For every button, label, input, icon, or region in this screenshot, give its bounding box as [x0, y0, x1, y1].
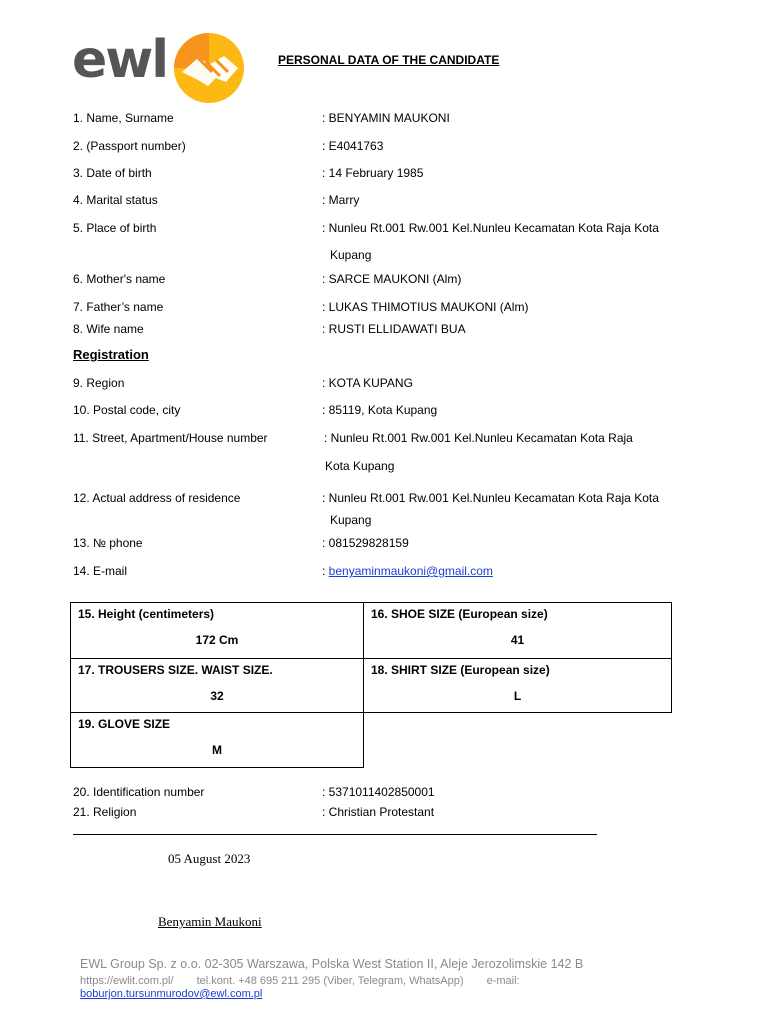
- religion-value: : Christian Protestant: [322, 805, 435, 819]
- email-row: [322, 564, 702, 578]
- wife-value: : RUSTI ELLIDAWATI BUA: [322, 322, 466, 336]
- shirt-value: L: [513, 689, 522, 703]
- region-label: 9. Region: [73, 376, 125, 390]
- postal-value: : 85119, Kota Kupang: [322, 403, 438, 417]
- glove-label: 19. GLOVE SIZE: [78, 717, 171, 731]
- document-title: PERSONAL DATA OF THE CANDIDATE: [278, 53, 500, 67]
- phone-label: 13. № phone: [73, 536, 143, 550]
- mother-value: : SARCE MAUKONI (Alm): [322, 272, 462, 286]
- registration-heading: Registration: [73, 347, 149, 362]
- footer-tel: tel.kont. +48 695 211 295 (Viber, Telegram, WhatsApp): [196, 975, 464, 987]
- height-label: 15. Height (centimeters): [78, 607, 215, 621]
- father-label: 7. Father’s name: [73, 300, 164, 314]
- street-value: : Nunleu Rt.001 Rw.001 Kel.Nunleu Kecamatan Kota Raja: [324, 431, 633, 445]
- name-value: : BENYAMIN MAUKONI: [322, 111, 450, 125]
- signature-date: 05 August 2023: [168, 851, 251, 866]
- residence-value-cont: Kupang: [330, 513, 372, 527]
- trousers-label: 17. TROUSERS SIZE. WAIST SIZE.: [78, 663, 273, 677]
- shirt-cell: [363, 658, 672, 713]
- footer-address: EWL Group Sp. z o.o. 02-305 Warszawa, Polska West Station II, Aleje Jerozolimskie 142 B: [80, 957, 584, 971]
- footer-website[interactable]: https://ewlit.com.pl/: [80, 975, 174, 987]
- handshake-icon: [172, 32, 246, 104]
- footer-contacts: [80, 975, 540, 987]
- residence-label: 12. Actual address of residence: [73, 491, 241, 505]
- phone-value: : 081529828159: [322, 536, 409, 550]
- pob-label: 5. Place of birth: [73, 221, 157, 235]
- mother-label: 6. Mother's name: [73, 272, 166, 286]
- trousers-value: 32: [210, 689, 224, 703]
- height-cell: [70, 602, 364, 659]
- shoe-cell: [363, 602, 672, 659]
- dob-value: : 14 February 1985: [322, 166, 424, 180]
- divider-line: [73, 834, 597, 835]
- email-label: 14. E-mail: [73, 564, 128, 578]
- email-link[interactable]: benyaminmaukoni@gmail.com: [328, 564, 493, 578]
- passport-value: : E4041763: [322, 139, 384, 153]
- footer-email-link[interactable]: boburjon.tursunmurodov@ewl.com.pl: [80, 988, 263, 1000]
- height-value: 172 Cm: [195, 633, 239, 647]
- marital-value: : Marry: [322, 193, 360, 207]
- signature-name: Benyamin Maukoni: [158, 914, 262, 929]
- postal-label: 10. Postal code, city: [73, 403, 181, 417]
- idnum-label: 20. Identification number: [73, 785, 205, 799]
- logo-wordmark: ewl: [72, 30, 168, 90]
- religion-label: 21. Religion: [73, 805, 137, 819]
- email-colon: :: [322, 564, 329, 578]
- residence-value: : Nunleu Rt.001 Rw.001 Kel.Nunleu Kecamatan Kota Raja Kota: [322, 491, 659, 505]
- trousers-cell: [70, 658, 364, 713]
- marital-label: 4. Marital status: [73, 193, 158, 207]
- dob-label: 3. Date of birth: [73, 166, 152, 180]
- father-value: : LUKAS THIMOTIUS MAUKONI (Alm): [322, 300, 529, 314]
- shoe-value: 41: [510, 633, 525, 647]
- shoe-label: 16. SHOE SIZE (European size): [371, 607, 548, 621]
- glove-value: M: [212, 743, 222, 757]
- name-label: 1. Name, Surname: [73, 111, 174, 125]
- glove-cell: [70, 712, 364, 768]
- ewl-logo: [72, 30, 248, 104]
- footer-email-label: e-mail:: [486, 975, 520, 987]
- pob-value: : Nunleu Rt.001 Rw.001 Kel.Nunleu Kecamatan Kota Raja Kota: [322, 221, 659, 235]
- region-value: : KOTA KUPANG: [322, 376, 413, 390]
- passport-label: 2. (Passport number): [73, 139, 186, 153]
- pob-value-cont: Kupang: [330, 248, 372, 262]
- street-label: 11. Street, Apartment/House number: [73, 431, 268, 445]
- street-value-cont: Kota Kupang: [325, 459, 395, 473]
- wife-label: 8. Wife name: [73, 322, 144, 336]
- idnum-value: : 5371011402850001: [322, 785, 435, 799]
- shirt-label: 18. SHIRT SIZE (European size): [371, 663, 550, 677]
